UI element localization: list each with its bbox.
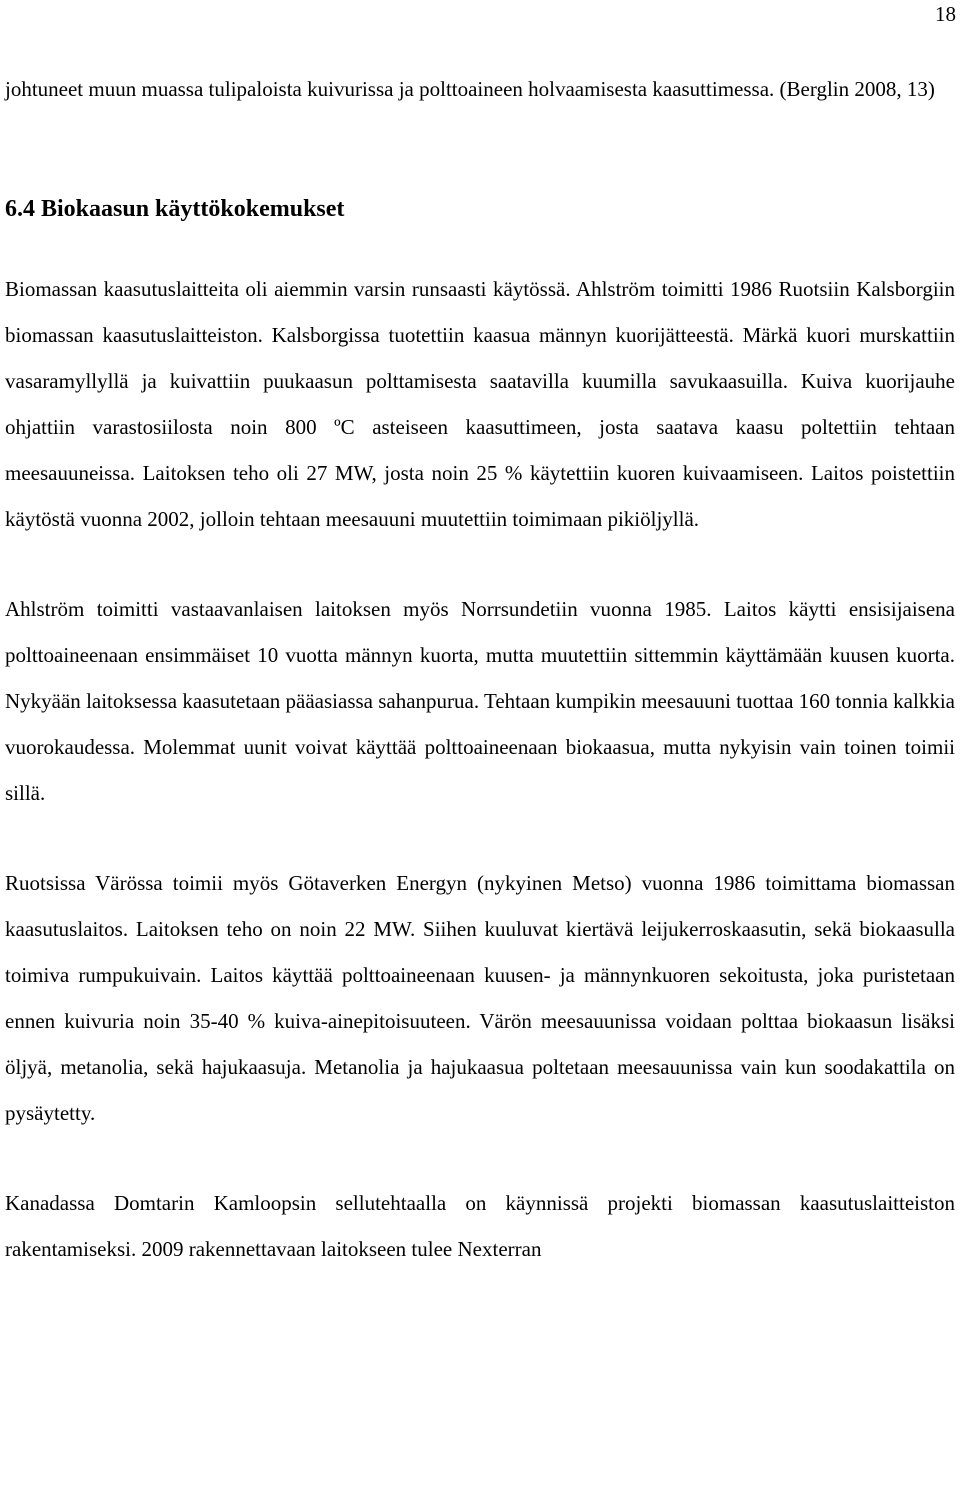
paragraph-varo: Ruotsissa Värössa toimii myös Götaverken Energyn (nykyinen Metso) vuonna 1986 toimittama biomassan kaasutuslaitos. Laitoksen teho on noin 22 MW. Siihen kuuluvat kiertävä leijukerroskaasutin, sekä biokaasulla toimiva rumpukuivain. Laitos käyttää polttoaineenaan kuusen- ja männynkuoren sekoitusta, joka puristetaan ennen kuivuria noin 35-40 % kuiva-ainepitoisuuteen. Värön meesauunissa voidaan polttaa biokaasun lisäksi öljyä, metanolia, sekä hajukaasuja. Metanolia ja hajukaasua poltetaan meesauunissa vain kun soodakattila on pysäytetty. xyxy=(5,871,955,1125)
intro-paragraph: johtuneet muun muassa tulipaloista kuivurissa ja polttoaineen holvaamisesta kaasuttimessa. (Berglin 2008, 13) xyxy=(5,77,935,101)
document-body xyxy=(5,66,955,1272)
section-heading: 6.4 Biokaasun käyttökokemukset xyxy=(5,196,345,222)
paragraph-kamloops: Kanadassa Domtarin Kamloopsin sellutehtaalla on käynnissä projekti biomassan kaasutuslaitteiston rakentamiseksi. 2009 rakennettavaan laitokseen tulee Nexterran xyxy=(5,1191,955,1261)
paragraph-norrsundet: Ahlström toimitti vastaavanlaisen laitoksen myös Norrsundetiin vuonna 1985. Laitos käytti ensisijaisena polttoaineenaan ensimmäiset 10 vuotta männyn kuorta, mutta muutettiin sittemmin käyttämään kuusen kuorta. Nykyään laitoksessa kaasutetaan pääasiassa sahanpurua. Tehtaan kumpikin meesauuni tuottaa 160 tonnia kalkkia vuorokaudessa. Molemmat uunit voivat käyttää polttoaineenaan biokaasua, mutta nykyisin vain toinen toimii sillä. xyxy=(5,597,955,805)
paragraph-kalsborg: Biomassan kaasutuslaitteita oli aiemmin varsin runsaasti käytössä. Ahlström toimitti 1986 Ruotsiin Kalsborgiin biomassan kaasutuslaitteiston. Kalsborgissa tuotettiin kaasua männyn kuorijätteestä. Märkä kuori murskattiin vasaramyllyllä ja kuivattiin puukaasun polttamisesta saatavilla kuumilla savukaasuilla. Kuiva kuorijauhe ohjattiin varastosiilosta noin 800 ºC asteiseen kaasuttimeen, josta saatava kaasu poltettiin tehtaan meesauuneissa. Laitoksen teho oli 27 MW, josta noin 25 % käytettiin kuoren kuivaamiseen. Laitos poistettiin käytöstä vuonna 2002, jolloin tehtaan meesauuni muutettiin toimimaan pikiöljyllä. xyxy=(5,277,955,531)
page-number: 18 xyxy=(935,2,956,26)
